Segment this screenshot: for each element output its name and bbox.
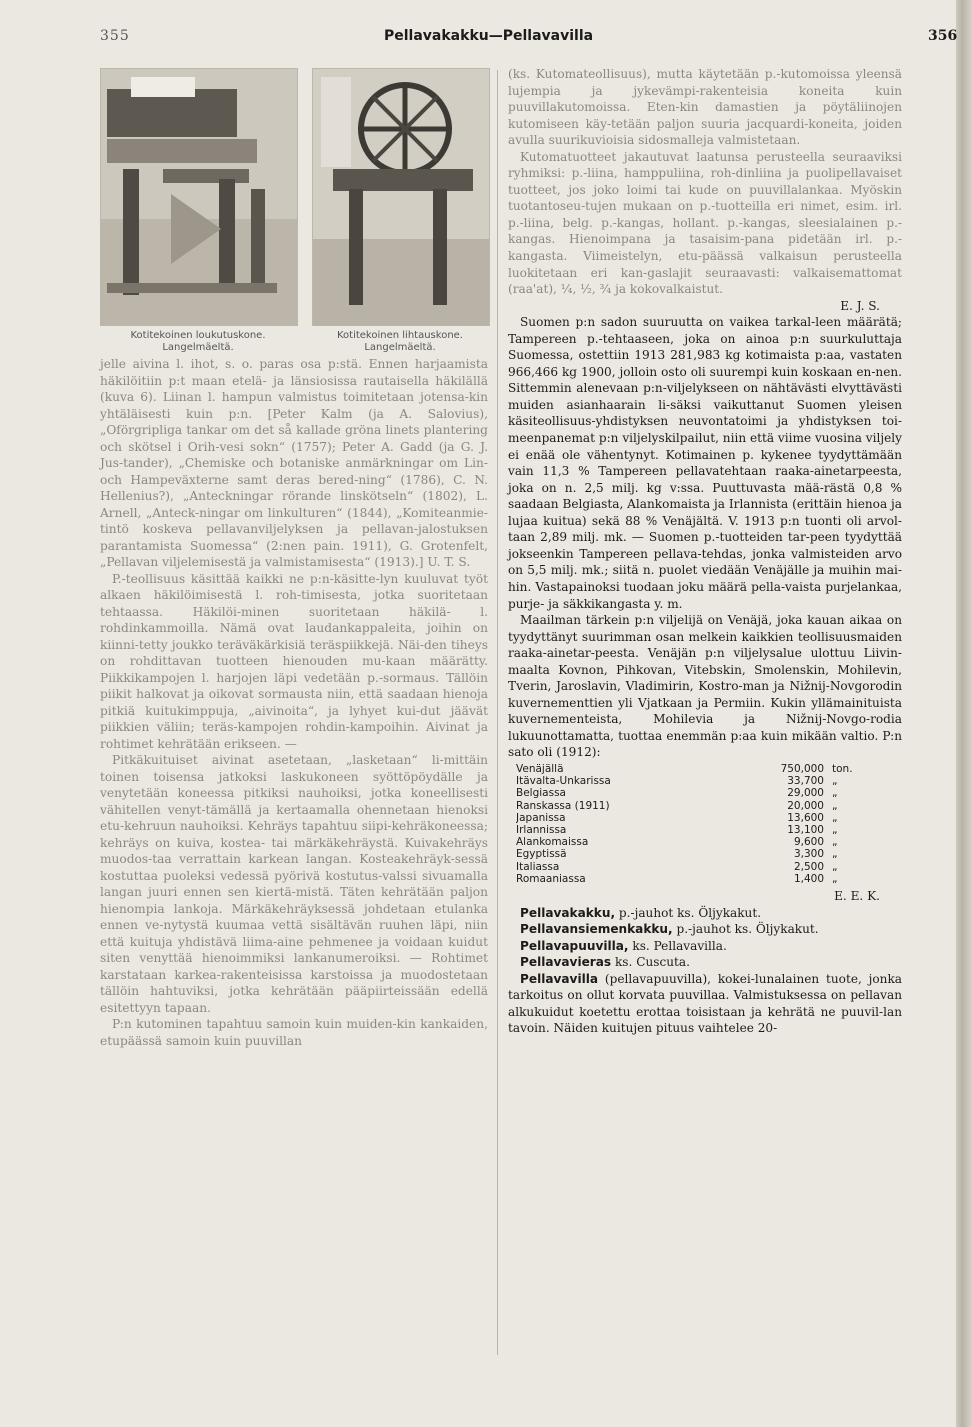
country-cell: Japanissa (516, 811, 566, 824)
page-number-left: 355 (100, 28, 130, 44)
entry-text: (pellavapuuvilla), kokei-lunalainen tuote, jonka tarkoitus on ollut korvata puuvillaa. Valmistuksessa on pellavan alkukuidut koetettu erottaa toisistaan ja kehrätä ne puuvil-lan tavoin. Näiden kuitujen pituus vaihtelee 20- (508, 971, 902, 1036)
value-cell: 13,100 (787, 823, 824, 836)
paragraph: Kutomatuotteet jakautuvat laatunsa perusteella seuraaviksi ryhmiksi: p.-liina, hamppuliina, roh-dinliina ja puolipellavaiset tuotteet, jos joko loimi tai kude on puuvillalankaa. Myöskin tuotantoseu-tujen mukaan on p.-tuotteilla eri nimet, esim. irl. p.-liina, belg. p.-kangas, hollant. p.-kangas, sleesialainen p.-kangas. Hienoimpana ja tasaisim-pana pidetään irl. p.-kangasta. Viimeistelyn, etu-päässä valkaisun perusteella luokitetaan eri kan-gaslajit seuraavasti: valkaisemattomat (raa'at), ¼, ½, ¾ ja kokovalkaistut. (508, 149, 902, 297)
value-cell: 3,300 (793, 848, 824, 861)
table-row (516, 763, 862, 775)
country-cell: Irlannissa (516, 823, 567, 836)
dictionary-entry (508, 921, 902, 938)
value-cell: 9,600 (793, 836, 824, 849)
table-row (516, 775, 862, 787)
entry-text: ks. Pellavavilla. (628, 938, 727, 953)
figure-caption-scutcher (312, 330, 488, 354)
unit-cell: „ (832, 860, 838, 873)
dictionary-entries (508, 905, 902, 1037)
value-cell: 33,700 (787, 775, 824, 788)
dictionary-entry (508, 954, 902, 971)
entry-text: ks. Cuscuta. (611, 955, 690, 970)
entry-text: p.-jauhot ks. Öljykakut. (672, 922, 819, 937)
entry-text: p.-jauhot ks. Öljykakut. (615, 905, 762, 920)
paragraph: P:n kutominen tapahtuu samoin kuin muiden-kin kankaiden, etupäässä samoin kuin puuvillan (100, 1017, 488, 1048)
paragraph: Maailman tärkein p:n viljelijä on Venäjä, joka kauan aikaa on tyydyttänyt suurimman osan melkein kaikkien teollisuusmaiden raaka-ainetar-peesta. Venäjän p:n viljelysalue ulottuu Liivin-maalta Kovnon, Pihkovan, Vitebskin, Smolenskin, Mohilevin, Tverin, Jaroslavin, Vladimirin, Kostro-man ja Nižnij-Novgorodin kuvernementtien yli Vjatkaan ja Permiin. Kukin yllämainituista kuvernementeista, Mohilevia ja Nižnij-Novgo-rodia lukuunottamatta, tuottaa enemmän p:aa kuin mikään valtio. P:n sato oli (1912): (508, 613, 902, 760)
entry-term: Pellavakakku, (520, 905, 616, 920)
right-column (508, 66, 902, 1037)
unit-cell: „ (832, 811, 838, 824)
value-cell: 2,500 (793, 860, 824, 873)
table-row (516, 861, 862, 873)
caption-line: Langelmäeltä. (364, 342, 436, 353)
paragraph: (ks. Kutomateollisuus), mutta käytetään p.-kutomoissa yleensä lujempia ja jykevämpi-rakenteisia koneita kuin puuvillakutomoissa. Eten-kin damastien ja pöytäliinojen kutomiseen käy-tetään paljon suuria jacquardi-koneita, joiden avulla suurikuvioisia sidosmalleja valmistetaan. (508, 67, 902, 148)
table-row (516, 812, 862, 824)
page-edge (956, 0, 972, 1427)
production-table (516, 763, 862, 885)
country-cell: Egyptissä (516, 848, 567, 861)
column-divider (497, 70, 498, 1355)
country-cell: Italiassa (516, 860, 560, 873)
table-row (516, 800, 862, 812)
caption-line: Langelmäeltä. (162, 342, 234, 353)
figure-photo-scutcher (312, 68, 490, 326)
dictionary-entry (508, 971, 902, 1037)
unit-cell: „ (832, 787, 838, 800)
unit-cell: „ (832, 775, 838, 788)
paragraph: Pitkäkuituiset aivinat asetetaan, „lasketaan“ li-mittäin toinen toisensa jatkoksi laskukoneen syöttöpöydälle ja venytetään koneessa pitkiksi nauhoiksi, jotka koneellisesti vähitellen venyt-tämällä ja kertaamalla ohennetaan hienoksi etu-kehruun nauhoiksi. Kehräys tapahtuu siipi-kehräkoneessa; kehräys on kuiva, kostea- tai märkäkehräystä. Kuivakehräys muodos-taa verrattain karkean langan. Kosteakehräyk-sessä kostuttaa puoleksi vedessä pyörivä kostutus-valssi sivuamalla langan juuri ennen sen kiertä-mistä. Täten kehrätään paljon hienompia lankoja. Märkäkehräyksessä johdetaan etulanka ennen ve-nytystä kuumaa vettä sisältävän ruuhen läpi, niin että kuituja yhdistävä liima-aine pehmenee ja voidaan kuidut siten venyttää hienoimmiksi lankanumeroiksi. — Rohtimet karstataan karkea-rakenteisissa karstoissa ja muodostetaan tällöin hahtuviksi, jotka kehrätään pääpiirteissään edellä esitettyyn tapaan. (100, 753, 488, 1015)
unit-cell: „ (832, 872, 838, 885)
entry-term: Pellavavieras (520, 955, 612, 970)
flax-brake-illustration (101, 69, 297, 325)
country-cell: Venäjällä (516, 762, 564, 775)
signature: E. E. K. (834, 889, 880, 903)
unit-cell: „ (832, 836, 838, 849)
value-cell: 13,600 (787, 811, 824, 824)
table-row (516, 824, 862, 836)
country-cell: Itävalta-Unkarissa (516, 775, 611, 788)
dictionary-entry (508, 905, 902, 922)
unit-cell: „ (832, 799, 838, 812)
country-cell: Ranskassa (1911) (516, 799, 610, 812)
country-cell: Belgiassa (516, 787, 566, 800)
table-row (516, 787, 862, 799)
country-cell: Romaaniassa (516, 872, 586, 885)
dictionary-entry (508, 938, 902, 955)
paragraph: P.-teollisuus käsittää kaikki ne p:n-käsitte-lyn kuuluvat työt alkaen häkilöimisestä l. roh-timisesta, jotka suoritetaan tehtaassa. Häkilöi-minen suoritetaan häkilä- l. rohdinkammoilla. Nämä ovat laudankappaleita, joihin on kiinni-tetty joukko teräväkärkisiä teräspiikkejä. Näi-den tiheys on rohdittavan tuotteen hienouden mu-kaan määrätty. Piikkikampojen l. harjojen läpi vedetään p.-sormaus. Tällöin piikit halkovat ja oikovat sormausta niin, että saadaan hienoja pitkiä kuitukimppuja, „aivinoita“, ja lyhyet kui-dut jäävät piikkien väliin; teräs-kampojen rohdin-kampoihin. Aivinat ja rohtimet kehrätään erikseen. — (100, 571, 488, 751)
value-cell: 750,000 (780, 762, 824, 775)
table-row (516, 848, 862, 860)
signature: E. J. S. (840, 298, 880, 313)
country-cell: Alankomaissa (516, 836, 589, 849)
table-row (516, 836, 862, 848)
entry-term: Pellavapuuvilla, (520, 938, 629, 953)
value-cell: 1,400 (793, 872, 824, 885)
page-number-right: 356 (928, 28, 958, 44)
value-cell: 29,000 (787, 787, 824, 800)
running-header (0, 28, 972, 54)
paragraph: Suomen p:n sadon suuruutta on vaikea tarkal-leen määrätä; Tampereen p.-tehtaaseen, joka on ainoa p:n suurkuluttaja Suomessa, ostettiin 1913 281,983 kg kotimaista p:aa, vastaten 966,466 kg 1900, jolloin osto oli suurempi kuin koskaan en-nen. Sittemmin alenevaan p:n-viljelykseen on nähtävästi elvyttävästi muiden asianhaarain li-säksi vaikuttanut Suomen yleisen käsiteollisuus-yhdistyksen neuvontatoimi ja yhdistyksen toi-meenpanemat p:n viljelyskilpailut, niin että viime vuosina viljely ei enää ole vähentynyt. Kotimainen p. kykenee tyydyttämään vain 11,3 % Tampereen pellavatehtaan raaka-ainetarpeesta, joka on n. 2,5 milj. kg v:ssa. Puuttuvasta mää-rästä 0,8 % saadaan Belgiasta, Alankomaista ja Irlannista (erittäin hienoa ja lujaa kuitua) sekä 88 % Venäjältä. V. 1913 p:n tuonti oli arvol-taan 2,89 milj. mk. — Suomen p.-tuotteiden tar-peen tyydyttää jokseenkin Tampereen pellava-tehdas, jonka valmisteiden arvo on 5,5 milj. mk.; siitä n. puolet viedään Venäjälle ja muihin mai-hin. Vastapainoksi tuodaan joku määrä pella-vaista purjelankaa, purje- ja säkkikangasta y. m. (508, 315, 902, 611)
figure-photo-brake (100, 68, 298, 326)
value-cell: 20,000 (787, 799, 824, 812)
unit-cell: ton. (832, 762, 853, 775)
unit-cell: „ (832, 848, 838, 861)
unit-cell: „ (832, 823, 838, 836)
table-row (516, 873, 862, 885)
caption-line: Kotitekoinen lihtauskone. (336, 330, 463, 341)
paragraph: jelle aivina l. ihot, s. o. paras osa p:stä. Ennen harjaamista häkilöitiin p:t maan etelä- ja länsiosissa rautaisella häkilällä (kuva 6). Liinan l. hampun valmistus toimitetaan jotensa-kin yhtäläisesti kuin p:n. [Peter Kalm (ja A. Salovius), „Oförgripliga tankar om det så kallade gröna linets plantering och skötsel i Orih-vesi sokn“ (1757); Peter A. Gadd (ja G. J. Jus-tander), „Chemiske och botaniske anmärkningar om Lin- och Hampeväxterne samt deras bered-ning“ (1786), C. N. Hellenius?), „Anteckningar rörande linskötseln“ (1802), L. Arnell, „Anteck-ningar om linkulturen“ (1844), „Komiteanmie-tintö koskeva pellavanviljelyksen ja pellavan-jalostuksen parantamista Suomessa“ (2:nen pain. 1911), G. Grotenfelt, „Pellavan viljelemisestä ja valmistamisesta“ (1913).] U. T. S. (100, 357, 488, 569)
running-title: Pellavakakku—Pellavavilla (384, 28, 594, 44)
left-column (100, 356, 488, 1049)
entry-term: Pellavavilla (520, 971, 599, 986)
scutching-machine-illustration (313, 69, 489, 325)
caption-line: Kotitekoinen loukutuskone. (130, 330, 266, 341)
figure-caption-brake (100, 330, 296, 354)
entry-term: Pellavansiemenkakku, (520, 922, 673, 937)
